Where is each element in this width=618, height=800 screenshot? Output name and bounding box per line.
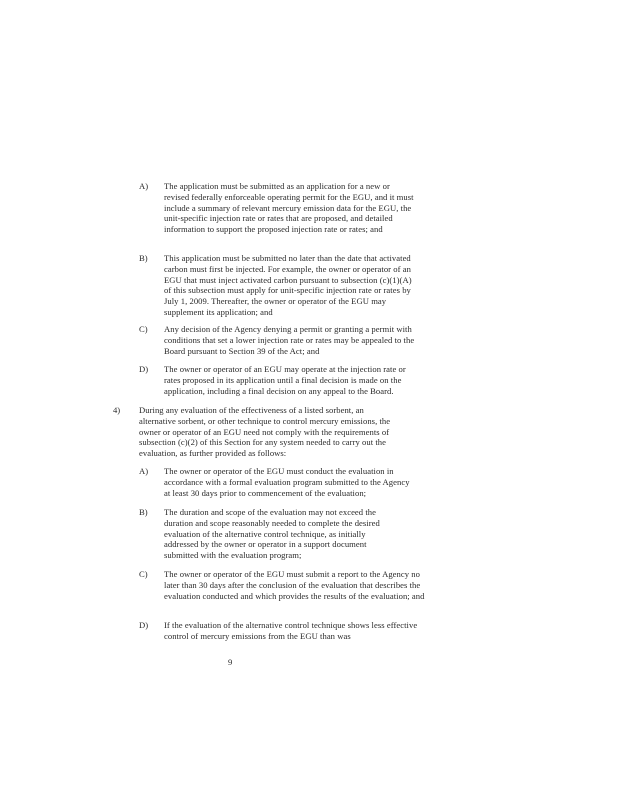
item-b-text: This application must be submitted no later than the date that activated carbon must first be injected. For example, the owner or operator of an EGU that must inject activated carbon pursuant to subsection (c)(1)(A) of this subsection must apply for unit-specific injection rate or rates by July 1, 2009. Thereafter, the owner or operator of the EGU may supplement its application; and — [164, 253, 412, 317]
item-a-text: The application must be submitted as an application for a new or revised federally enforceable operating permit for the EGU, and it must include a summary of relevant mercury emission data for the EGU, the unit-specific injection rate or rates that are proposed, and detailed information to support the proposed injection rate or rates; and — [164, 181, 414, 235]
section-4-item-d-text: If the evaluation of the alternative control technique shows less effective control of mercury emissions from the EGU than was — [164, 620, 418, 641]
section-4-item-c-text: The owner or operator of the EGU must submit a report to the Agency no later than 30 days after the conclusion of the evaluation that describes the evaluation conducted and which provides the results of the evaluation; and — [164, 569, 425, 601]
section-4-item-c-label: C) — [139, 569, 148, 579]
section-4-item-a-text: The owner or operator of the EGU must conduct the evaluation in accordance with a formal evaluation program submitted to the Agency at least 30 days prior to commencement of the evaluation; — [164, 466, 410, 498]
section-4-text: During any evaluation of the effectiveness of a listed sorbent, an alternative sorbent, or other technique to control mercury emissions, the owner or operator of an EGU need not comply with the requirements of subsection (c)(2) of this Section for any system needed to carry out the evaluation, as further provided as follows: — [139, 405, 391, 459]
item-d-label: D) — [139, 364, 149, 374]
item-c-label: C) — [139, 324, 148, 334]
page-number: 9 — [228, 657, 233, 667]
section-4-item-d-label: D) — [139, 620, 149, 630]
section-4-item-a-label: A) — [139, 466, 149, 476]
section-4-item-b-label: B) — [139, 507, 148, 517]
section-4-item-b-text: The duration and scope of the evaluation may not exceed the duration and scope reasonably needed to complete the desired evaluation of the alternative control technique, as initially addressed by the owner or operator in a support document submitted with the evaluation program; — [164, 507, 380, 561]
item-d-text: The owner or operator of an EGU may operate at the injection rate or rates proposed in its application until a final decision is made on the application, including a final decision on any appeal to the Board. — [164, 364, 406, 396]
item-c-text: Any decision of the Agency denying a permit or granting a permit with conditions that set a lower injection rate or rates may be appealed to the Board pursuant to Section 39 of the Act; and — [164, 324, 415, 356]
section-4-label: 4) — [113, 405, 121, 415]
item-a-label: A) — [139, 181, 149, 191]
item-b-label: B) — [139, 253, 148, 263]
